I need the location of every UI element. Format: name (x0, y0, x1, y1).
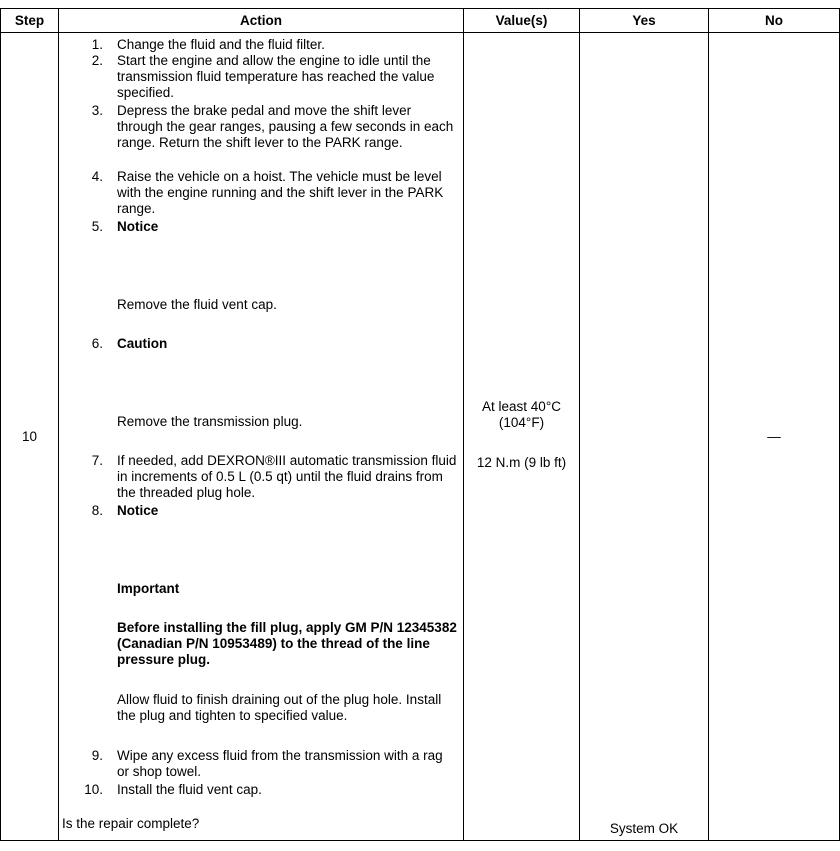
table-row (1, 33, 840, 841)
step-text: Start the engine and allow the engine to idle until the transmission fluid temperature has reached the value specified. (117, 53, 435, 100)
step-index: 9. (91, 748, 103, 763)
action-cell (59, 33, 464, 841)
header-step: Step (1, 9, 59, 33)
step-index: 3. (91, 103, 103, 118)
step-index: 1. (91, 37, 103, 52)
header-row (1, 9, 840, 33)
step-index: 4. (91, 169, 103, 184)
step-subtext: Remove the fluid vent cap. (117, 297, 277, 312)
step-index: 7. (91, 453, 103, 468)
value-temperature: At least 40°C (104°F) (482, 399, 561, 430)
procedure-table (0, 8, 840, 841)
step-subtext: Allow fluid to finish draining out of the plug hole. Install the plug and tighten to specified value. (117, 692, 442, 723)
step-index: 10. (84, 782, 103, 797)
no-result: — (709, 33, 840, 841)
step-number: 10 (1, 33, 59, 841)
step-text: Raise the vehicle on a hoist. The vehicle must be level with the engine running and the shift lever in the PARK range. (117, 169, 444, 216)
header-values: Value(s) (464, 9, 580, 33)
important-text: Before installing the fill plug, apply GM P/N 12345382 (Canadian P/N 10953489) to the thread of the line pressure plug. (117, 620, 457, 667)
step-text: Wipe any excess fluid from the transmission with a rag or shop towel. (117, 748, 443, 779)
step-index: 6. (91, 336, 103, 351)
step-text: If needed, add DEXRON®III automatic transmission fluid in increments of 0.5 L (0.5 qt) until the fluid drains from the threaded plug hole. (117, 453, 457, 500)
step-text: Install the fluid vent cap. (117, 782, 262, 797)
yes-result: System OK (580, 33, 709, 841)
step-index: 5. (91, 219, 103, 234)
step-subtext: Remove the transmission plug. (117, 414, 303, 429)
header-no: No (709, 9, 840, 33)
values-cell (464, 33, 580, 841)
step-index: 8. (91, 503, 103, 518)
caution-label: Caution (117, 336, 168, 351)
notice-label: Notice (117, 503, 159, 518)
repair-question: Is the repair complete? (62, 816, 200, 831)
step-text: Change the fluid and the fluid filter. (117, 37, 325, 52)
step-text: Depress the brake pedal and move the shift lever through the gear ranges, pausing a few seconds in each range. Return the shift lever to the PARK range. (117, 103, 454, 150)
important-title: Important (117, 581, 180, 596)
header-yes: Yes (580, 9, 709, 33)
notice-label: Notice (117, 219, 159, 234)
value-torque: 12 N.m (9 lb ft) (476, 455, 567, 470)
step-index: 2. (91, 53, 103, 68)
header-action: Action (59, 9, 464, 33)
